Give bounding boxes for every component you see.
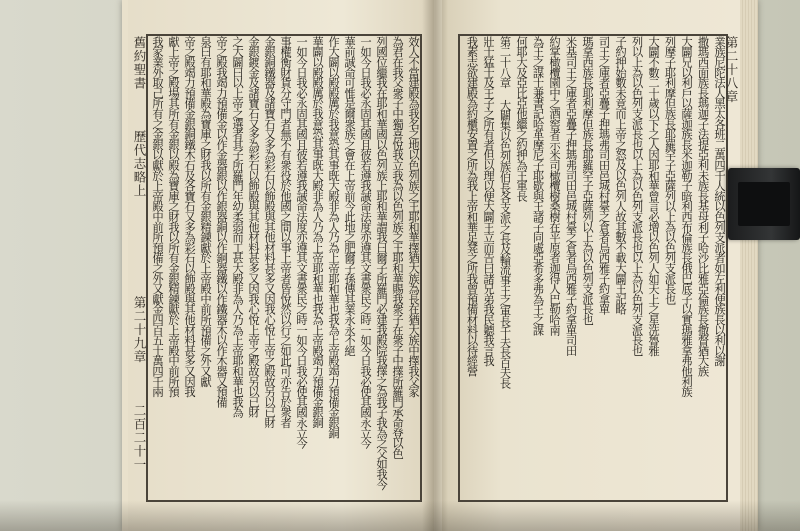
left-text-column: 帝之殿竭力預備金銀銅鐵木石及各寶石又多為彩石以飾殿與其他材料甚多又因我: [183, 36, 196, 397]
left-page-number: 二百二十一: [132, 404, 147, 472]
right-page: [442, 0, 740, 531]
binder-clip-slot: [738, 182, 790, 226]
right-text-column: 瑪拿西族長耶利摩但族長耶羅罕子亞薩列以上為以色列支派長也: [581, 36, 594, 325]
left-text-column: 為君在我父衆子中獨喜悅我立我為以色列族之王耶和華賜我衆子在衆子中擇所羅門承命登以色: [391, 36, 404, 459]
right-text-column: 為王之謀士兼書記哈革摩尼子耶歇與王諸子同處亞希多弗為王之謀: [531, 36, 545, 335]
left-text-column: 事權衡財貨分守門者無不有衆役於他國之間以事上帝者皆悅然以行之如此可亦告於衆者: [279, 36, 292, 428]
left-text-column: 華闢以殿殿厲於我意恐其事既大殿非為人乃為上帝耶和華也我為上帝殿竭力預備金銀銅: [311, 36, 324, 428]
left-text-column: 金銀銅鐵器及諸寶石又多為彩石以飾殿與其他材料甚多又因我心悅上帝之殿故另以已財: [263, 36, 276, 428]
book-gutter: [422, 0, 448, 531]
left-text-column: 帝之殿我竭力預備金以作金器銀以作銀器銅以作銅器鐵以作鐵器木以作木器又預備: [215, 36, 228, 407]
table-shadow: [0, 500, 800, 531]
left-section-title: 歷代志略上: [132, 130, 147, 198]
left-text-column: 一如今日我必永固其國且彼若遵我誡命法度亦遵其文書衆民之時一如今日我必使其國永立今: [359, 36, 372, 448]
left-text-column: 金銀鍍金及諸寶石又多為彩石以飾殿與其他材料甚多又因我心悅上帝之殿故另以已財: [247, 36, 260, 418]
left-text-column: 一如今日我必永固其國且彼若遵我誡命法度亦遵其文書衆民之時一如今日我必使其國永立今: [295, 36, 308, 448]
right-text-column: 大闢不數二十歲以下之人因耶和華曾言必增以色列人如天上之星洗魯雅: [647, 36, 660, 356]
right-text-column: 列以上為以色列支派長也以上為以色列支派長也以上為以色列支派長也: [630, 36, 644, 356]
right-text-column: 約掌橄欖園中之酒窖者示米司橄欖樹桑樹在平原者迦得人巴勒哈南: [548, 36, 561, 335]
left-page-frame: [146, 34, 422, 502]
left-text-column: 獻上帝之殿場其所有金銀以殿為寶庫之財我以所有金銀精鍊獻於上帝殿中前所預: [167, 36, 180, 397]
right-text-column: 子約押始數未竟而上帝之怒及以色列人故其數不載大闢王記略: [614, 36, 627, 315]
binder-clip: [728, 168, 800, 240]
right-text-column: 列摩子耶利摩但族長耶羅罕子亞薩列以上為以色列支派長也: [663, 36, 677, 304]
left-text-column: 作大闢以殿殿厲於我意恐其事既大殿非為人乃為上帝耶和華也我為上帝殿竭力預備金銀銅: [327, 36, 340, 438]
left-text-column: 我家業外取己所有之金銀以獻於上帝殿中前所預備之外又獻金四百五十萬四千兩: [151, 36, 164, 397]
left-text-column: 之大闢曰以上帝之選者其子所羅門年幼柔弱而工甚大殿非為人乃為上帝耶和華也我為: [231, 36, 244, 418]
right-page-frame: [458, 34, 728, 502]
page-edges: [740, 0, 758, 531]
right-text-column: 撒瑪西面族長瑪迦子法提亞利未族長基母利子哈沙比雅亞倫族長撒督猶大族: [696, 36, 710, 376]
right-text-column: 何耶大及亞比亞他繼之約押為王軍長: [515, 36, 528, 201]
right-chapter-label: 第二十八章: [724, 36, 739, 104]
left-text-column: 華前誠命可惟是爾衆族之會在上帝前今此地之肥爾子孫傳其業永永不絕: [343, 36, 356, 356]
left-book-title: 舊約聖書: [132, 36, 147, 90]
open-book: [122, 0, 758, 531]
left-text-column: 泉曰有耶和華殿為寶庫之財我以所有金銀精鍊獻於上帝殿中前所預備之外又獻: [199, 36, 212, 387]
right-text-column: 壯士猛士及王子之所有者但以理以便大闢王立而告曰諸兄弟我民聽我言我: [482, 36, 495, 366]
left-page: [128, 0, 434, 531]
right-text-column: 第二十八章 大闢集以色列族伯長各支派之長及輪流事王之軍長千夫長百夫長: [498, 36, 512, 388]
right-text-column: 司王之庫者亞疊子押瑪弗司田邑城村臺之倉者烏西雅子約拿單: [597, 36, 611, 315]
left-text-column: 列國位繼我在耶和華國以色列族上耶和華謂我曰爾子所羅門必建我殿院我擇之為我子我為之父如我今: [375, 36, 388, 490]
right-text-column: 業族尼陀法人黑太各班二萬四千人統以色列支派者如左利便族長以利以謝: [713, 36, 726, 366]
right-text-column: 我素志欲建殿為約櫃安置之所為我上帝和華足凳之所我曾預備材料以待經營: [465, 36, 479, 376]
right-text-column: 大闢兄以利戶以薩迦族長米迦勒子暗利西布倫族長俄巴底子以實瑪雅拿弗他利族: [680, 36, 693, 397]
right-text-column: 米基司王之庫者亞疊子押瑪弗司田邑城村臺之倉者烏西雅子約拿單司田: [564, 36, 578, 356]
left-chapter-label: 第二十九章: [132, 296, 147, 364]
left-text-column: 效人不當建殿為我名之地以色列族之王耶和華擇猶大族為長在猶大族中擇我父家: [407, 36, 420, 397]
